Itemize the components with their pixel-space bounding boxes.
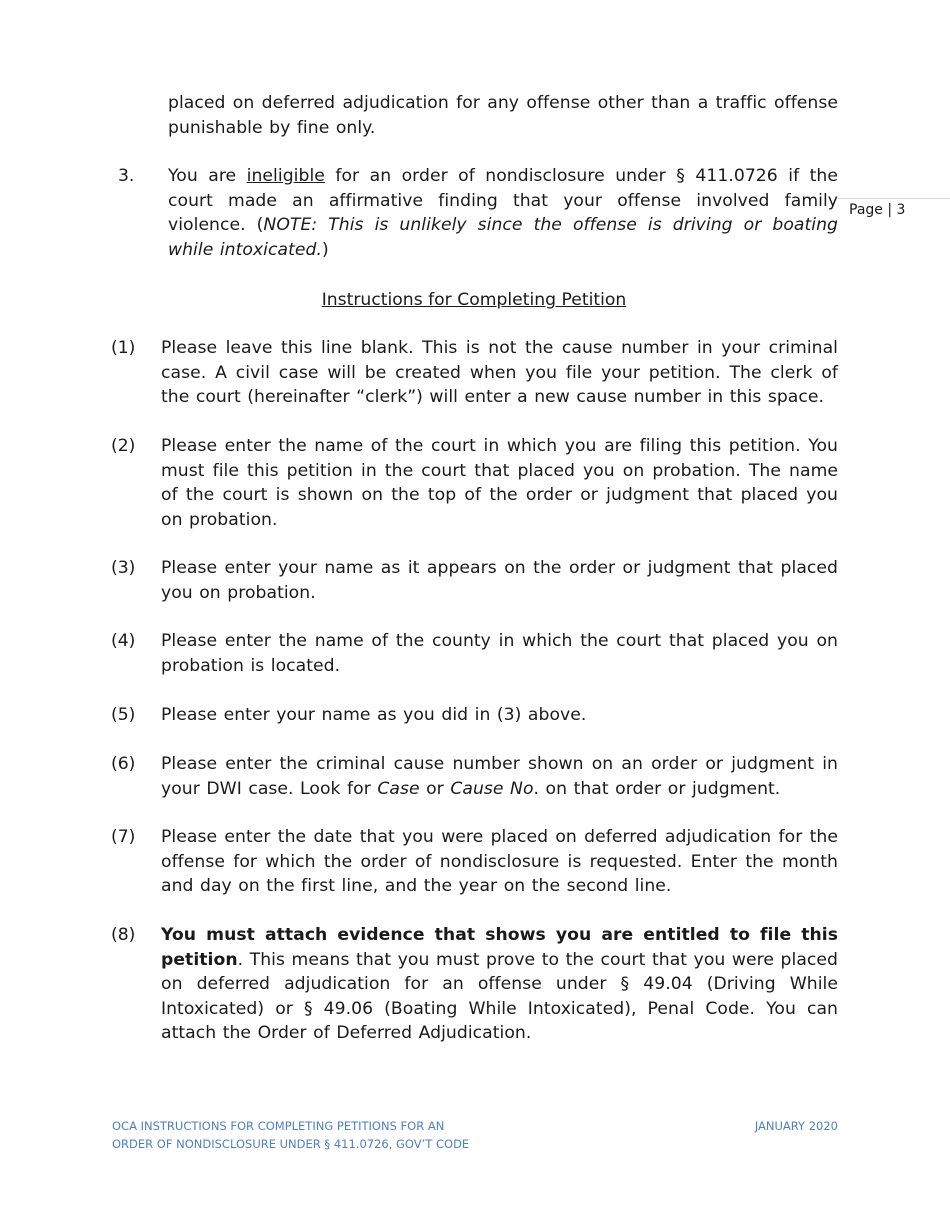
instruction-4-text: Please enter the name of the county in which the court that placed you on probation is located. xyxy=(161,631,838,676)
item-3-text xyxy=(168,164,838,262)
page-number-rule xyxy=(838,198,950,199)
footer-left-line-1: OCA INSTRUCTIONS FOR COMPLETING PETITIONS FOR AN xyxy=(112,1119,445,1133)
instruction-6-text xyxy=(161,752,838,801)
instruction-1-text: Please leave this line blank. This is not the cause number in your criminal case. A civil case will be created when you file your petition. The clerk of the court (hereinafter “clerk”) will enter a new cause number in this space. xyxy=(161,338,838,407)
item-3-text-before: You are xyxy=(168,166,247,186)
footer-left-line-2: ORDER OF NONDISCLOSURE UNDER § 411.0726, GOV’T CODE xyxy=(112,1137,470,1151)
section-heading xyxy=(0,288,948,312)
item-3-text-after: for an order of nondisclosure under § 411.0726 if the court made an affirmative finding that your offense involved family violence. ( xyxy=(168,166,838,235)
instruction-6-number: (6) xyxy=(111,754,136,774)
instruction-2-text: Please enter the name of the court in which you are filing this petition. You must file this petition in the court that placed you on probation. The name of the court is shown on the top of the order or judgment that placed you on probation. xyxy=(161,436,838,530)
instruction-6-text-a: Please enter the criminal cause number shown on an order or judgment in your DWI case. Look for xyxy=(161,754,838,799)
item-3-note: NOTE: This is unlikely since the offense is driving or boating while intoxicated. xyxy=(168,215,838,260)
ineligible-term: ineligible xyxy=(246,166,325,186)
section-heading-text: Instructions for Completing Petition xyxy=(321,290,627,310)
instruction-8-number: (8) xyxy=(111,925,136,945)
page-number: Page | 3 xyxy=(849,202,906,218)
instruction-8-text xyxy=(161,923,838,1046)
instruction-3-number: (3) xyxy=(111,558,136,578)
instruction-7-text: Please enter the date that you were placed on deferred adjudication for the offense for which the order of nondisclosure is requested. Enter the month and day on the first line, and the year on the second line. xyxy=(161,827,838,896)
instruction-8-body: . This means that you must prove to the court that you were placed on deferred adjudication for an offense under § 49.04 (Driving While Intoxicated) or § 49.06 (Boating While Intoxicated), Penal Code. You can attach the Order of Deferred Adjudication. xyxy=(161,949,838,1043)
instruction-2-number: (2) xyxy=(111,436,136,456)
instruction-1-number: (1) xyxy=(111,338,136,358)
instruction-7-number: (7) xyxy=(111,827,136,847)
instruction-4-number: (4) xyxy=(111,631,136,651)
instruction-5-number: (5) xyxy=(111,705,136,725)
item-3-number: 3. xyxy=(118,166,135,186)
instruction-5-text: Please enter your name as you did in (3) above. xyxy=(161,705,587,725)
instruction-8-bold: You must attach evidence that shows you are entitled to file this petition xyxy=(161,925,838,970)
item-3-close: ) xyxy=(321,239,329,260)
footer-date: JANUARY 2020 xyxy=(754,1119,838,1133)
cause-no-term: Cause No xyxy=(450,778,534,799)
instruction-6-or: or xyxy=(419,778,451,799)
case-term: Case xyxy=(377,778,420,799)
instruction-6-text-b: . on that order or judgment. xyxy=(533,778,781,799)
footer-left xyxy=(112,1117,469,1153)
intro-continuation: placed on deferred adjudication for any offense other than a traffic offense punishable by fine only. xyxy=(168,93,838,138)
instruction-3-text: Please enter your name as it appears on the order or judgment that placed you on probation. xyxy=(161,558,838,603)
